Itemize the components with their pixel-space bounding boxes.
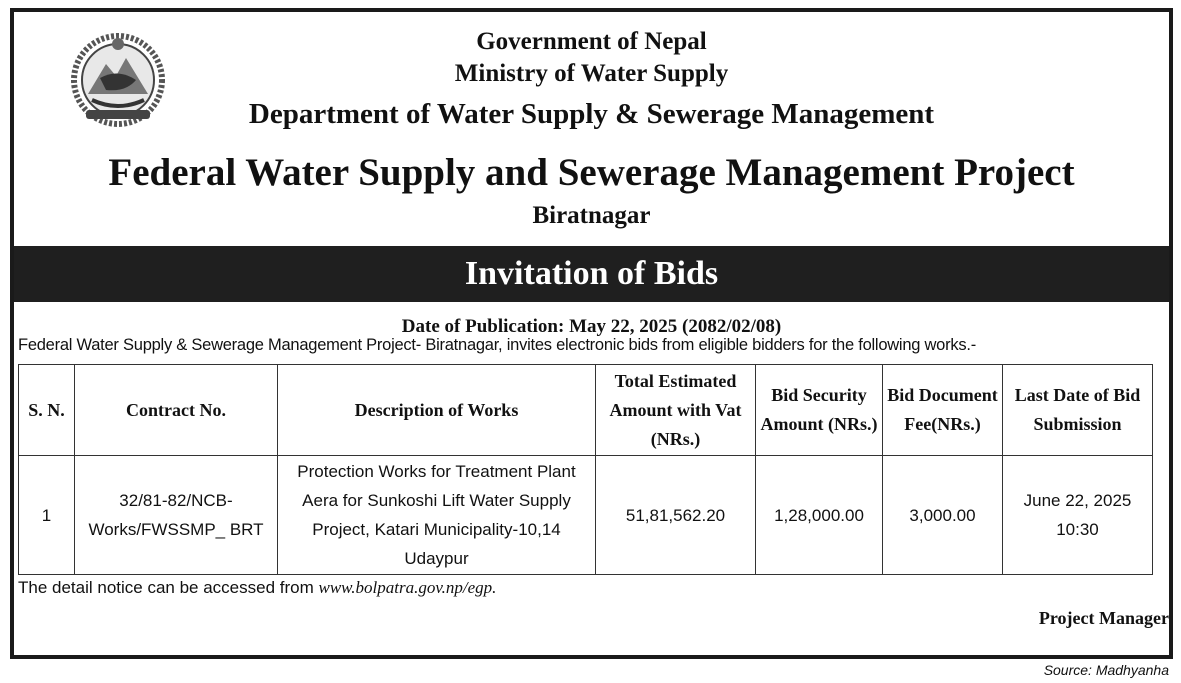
cell-contract-no: 32/81-82/NCB-Works/FWSSMP_ BRT <box>75 456 278 575</box>
source-credit: Source: Madhyanha <box>1043 662 1169 678</box>
header-document-fee: Bid Document Fee(NRs.) <box>883 365 1003 456</box>
bids-table <box>18 364 1153 575</box>
project-location: Biratnagar <box>532 202 651 229</box>
detail-notice <box>18 578 496 598</box>
cell-description: Protection Works for Treatment Plant Aera for Sunkoshi Lift Water Supply Project, Katari Municipality-10,14 Udaypur <box>278 456 596 575</box>
cell-last-date: June 22, 2025 10:30 <box>1003 456 1153 575</box>
department-title: Department of Water Supply & Sewerage Management <box>248 98 935 130</box>
cell-sn: 1 <box>19 456 75 575</box>
cell-estimated-amount: 51,81,562.20 <box>596 456 756 575</box>
government-title: Government of Nepal <box>476 28 707 55</box>
intro-text: Federal Water Supply & Sewerage Management Project- Biratnagar, invites electronic bids from eligible bidders for the following works.- <box>18 336 976 354</box>
header-bid-security: Bid Security Amount (NRs.) <box>756 365 883 456</box>
bolpatra-link[interactable]: www.bolpatra.gov.np/egp. <box>318 578 497 597</box>
cell-document-fee: 3,000.00 <box>883 456 1003 575</box>
header-estimated-amount: Total Estimated Amount with Vat (NRs.) <box>596 365 756 456</box>
project-title: Federal Water Supply and Sewerage Management Project <box>108 151 1075 194</box>
ministry-title: Ministry of Water Supply <box>454 60 729 87</box>
table-row <box>19 456 1153 575</box>
table-header-row <box>19 365 1153 456</box>
header-last-date: Last Date of Bid Submission <box>1003 365 1153 456</box>
invitation-banner: Invitation of Bids <box>14 246 1169 302</box>
header-sn: S. N. <box>19 365 75 456</box>
cell-bid-security: 1,28,000.00 <box>756 456 883 575</box>
signer-title: Project Manager <box>1038 608 1169 628</box>
publication-date: Date of Publication: May 22, 2025 (2082/02/08) <box>401 316 782 337</box>
header-description: Description of Works <box>278 365 596 456</box>
header-contract-no: Contract No. <box>75 365 278 456</box>
detail-prefix: The detail notice can be accessed from <box>18 578 319 597</box>
